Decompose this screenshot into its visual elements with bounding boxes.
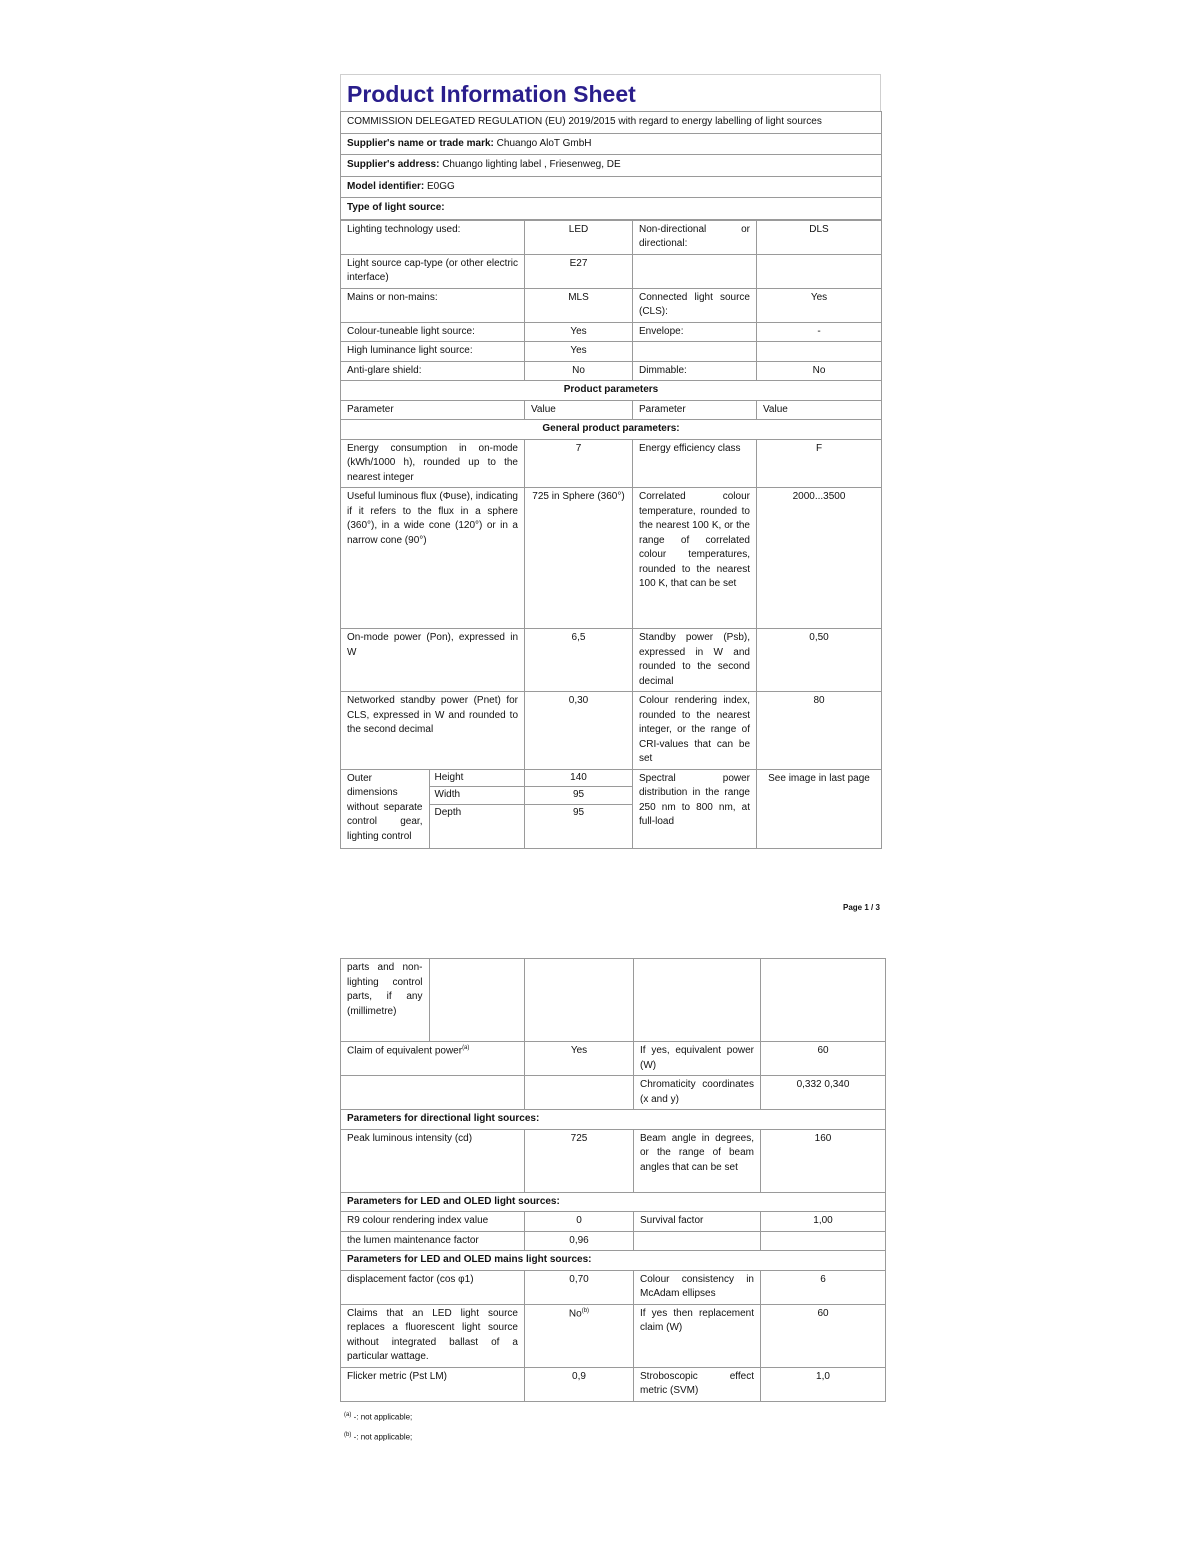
parameter-cell-text: Useful luminous flux (Φuse), indicating if it refers to the flux in a sphere (360°), in a wide cone (120°) or in a narrow cone (90°) [347, 491, 518, 546]
model-label: Model identifier: [347, 180, 425, 192]
footnote-b-mark: (b) [344, 1432, 352, 1438]
value-cell-text: F [815, 442, 823, 454]
depth-value: 95 [572, 806, 585, 818]
parameter-cell-text: Chromaticity coordinates (x and y) [640, 1079, 754, 1105]
parameter-cell [341, 629, 525, 692]
parameter-cell [341, 1042, 525, 1076]
value-cell [757, 322, 882, 342]
value-cell-text: 6 [820, 1273, 826, 1285]
value-cell [761, 1231, 886, 1251]
value-cell-text: Yes [570, 1045, 588, 1056]
parameter-cell-text: Claims that an LED light source replaces a fluorescent light source without integrated ballast of a particular wattage. [347, 1307, 518, 1362]
parameter-cell [633, 288, 757, 322]
parameter-cell-text: Stroboscopic effect metric (SVM) [640, 1370, 754, 1396]
parameter-cell [341, 1304, 525, 1367]
parameter-cell-text: Flicker metric (Pst LM) [347, 1370, 447, 1382]
value-cell-text: 1,00 [813, 1215, 833, 1226]
col-value-1: Value [525, 400, 633, 420]
value-cell-text: 0,50 [809, 632, 829, 643]
footnote-b [344, 1432, 412, 1442]
value-cell [761, 1076, 886, 1110]
page-2 [340, 958, 885, 1402]
value-cell [761, 1212, 886, 1232]
type-heading: Type of light source: [341, 198, 882, 220]
value-cell-text: Yes [570, 325, 587, 337]
value-cell-text: 80 [813, 695, 825, 706]
table-row [341, 1367, 886, 1401]
value-cell [525, 254, 633, 288]
value-cell-text: 2000...3500 [792, 491, 846, 502]
product-parameters-heading: Product parameters [341, 381, 882, 401]
value-cell-text: 725 [570, 1132, 588, 1144]
table-row [341, 629, 882, 692]
parameter-cell [633, 342, 757, 362]
value-cell [525, 220, 633, 254]
value-cell [757, 488, 882, 629]
value-cell [761, 1270, 886, 1304]
regulation-text: COMMISSION DELEGATED REGULATION (EU) 2019/2015 with regard to energy labelling of light sources [341, 112, 882, 134]
value-cell [757, 254, 882, 288]
value-cell [525, 1212, 634, 1232]
model-row [341, 176, 882, 198]
value-cell [757, 220, 882, 254]
parameter-cell-text: Energy consumption in on-mode (kWh/1000 h), rounded up to the nearest integer [347, 442, 518, 483]
supplier-address-label: Supplier's address: [347, 159, 440, 170]
parameter-cell-text: Envelope: [639, 325, 684, 337]
parameter-cell [341, 692, 525, 770]
value-cell [761, 1367, 886, 1401]
parameter-cell-text: Beam angle in degrees, or the range of beam angles that can be set [640, 1132, 754, 1173]
parameter-cell-text: If yes, equivalent power (W) [640, 1045, 754, 1071]
parameter-cell [341, 488, 525, 629]
value-cell-text: No [572, 364, 585, 376]
parameter-cell [634, 1042, 761, 1076]
table-row [341, 342, 882, 362]
col-value-2: Value [757, 400, 882, 420]
footnote-a-mark: (a) [344, 1412, 352, 1418]
parameter-cell [633, 220, 757, 254]
parameter-cell [341, 1367, 525, 1401]
dimensions-continued-cell [341, 959, 525, 1042]
value-cell [761, 1129, 886, 1192]
value-cell [757, 692, 882, 770]
value-cell-text: LED [568, 223, 589, 235]
parameter-cell-text: displacement factor (cos φ1) [347, 1273, 474, 1285]
value-cell-text: DLS [809, 223, 829, 235]
table-row [341, 1129, 886, 1192]
parameter-cell-text: Claim of equivalent power [347, 1045, 463, 1057]
value-cell [525, 488, 633, 629]
parameter-cell [341, 254, 525, 288]
dimensions-values [525, 769, 633, 848]
value-cell-text: Yes [570, 345, 587, 356]
parameter-cell [634, 1212, 761, 1232]
parameter-cell-text: Light source cap-type (or other electric interface) [347, 257, 518, 283]
height-value: 140 [525, 770, 632, 788]
parameter-cell-text: Connected light source (CLS): [639, 291, 750, 317]
parameter-cell [341, 1212, 525, 1232]
parameter-cell [341, 288, 525, 322]
parameter-cell [341, 1270, 525, 1304]
value-cell [525, 1231, 634, 1251]
value-cell [525, 1270, 634, 1304]
value-cell-text: Yes [810, 291, 828, 303]
value-cell-text: 725 in Sphere (360°) [532, 491, 625, 502]
supplier-name-row [341, 133, 882, 155]
width-value: 95 [525, 787, 632, 805]
value-cell [757, 629, 882, 692]
spd-label: Spectral power distribution in the range 250 nm to 800 nm, at full-load [633, 769, 757, 848]
parameter-cell-text: If yes then replacement claim (W) [640, 1307, 754, 1333]
value-cell [525, 342, 633, 362]
parameter-cell [633, 439, 757, 488]
table-row [341, 1042, 886, 1076]
table-row [341, 1076, 886, 1110]
value-cell [757, 361, 882, 381]
spd-value: See image in last page [757, 769, 882, 848]
parameter-cell-text: R9 colour rendering index value [347, 1215, 489, 1226]
parameter-cell-text: Dimmable: [639, 364, 687, 376]
general-heading: General product parameters: [341, 420, 882, 440]
dimensions-continued-row [341, 959, 886, 1042]
value-cell-text: 0,30 [568, 695, 589, 706]
dimensions-label: Outer dimensions without separate control gear, lighting control [341, 770, 429, 848]
led-heading: Parameters for LED and OLED light sources: [341, 1192, 886, 1212]
value-cell-text: No [812, 364, 826, 376]
parameter-cell-text: High luminance light source: [347, 345, 473, 356]
value-cell [525, 1129, 634, 1192]
dimensions-row [341, 769, 882, 848]
model-value: E0GG [427, 180, 455, 192]
value-cell-text: 60 [817, 1045, 829, 1056]
parameter-cell-text: Survival factor [640, 1215, 704, 1226]
value-cell [761, 1304, 886, 1367]
table-row [341, 1270, 886, 1304]
parameter-cell [341, 1076, 525, 1110]
parameter-cell [341, 1129, 525, 1192]
parameter-cell-text: the lumen maintenance factor [347, 1234, 479, 1246]
value-cell [525, 439, 633, 488]
parameter-cell [634, 1076, 761, 1110]
parameter-cell [341, 439, 525, 488]
table-row [341, 488, 882, 629]
parameter-cell [634, 1129, 761, 1192]
value-cell [757, 288, 882, 322]
parameter-cell-text: Networked standby power (Pnet) for CLS, expressed in W and rounded to the second decimal [347, 695, 518, 735]
parameter-cell [634, 1304, 761, 1367]
parameter-cell-text: Colour consistency in McAdam ellipses [640, 1273, 754, 1299]
page-1 [340, 74, 881, 849]
type-table [340, 220, 882, 849]
parameter-cell-text: Energy efficiency class [639, 442, 741, 454]
parameter-cell-text: Peak luminous intensity (cd) [347, 1132, 473, 1144]
col-parameter-1: Parameter [341, 400, 525, 420]
value-cell-text: 6,5 [571, 632, 586, 643]
depth-label: Depth [434, 806, 462, 818]
parameter-cell-text: Non-directional or directional: [639, 223, 750, 249]
footnote-b-text: -: not applicable; [353, 1432, 413, 1442]
value-cell-text: 0,332 0,340 [796, 1079, 850, 1090]
page2-table [340, 958, 886, 1402]
height-label: Height [430, 770, 526, 788]
table-row [341, 220, 882, 254]
parameter-cell [634, 1367, 761, 1401]
value-cell [525, 1042, 634, 1076]
value-cell [525, 1304, 634, 1367]
parameter-cell-text: Standby power (Psb), expressed in W and rounded to the second decimal [639, 632, 750, 687]
directional-heading: Parameters for directional light sources: [341, 1110, 886, 1130]
parameter-cell [633, 361, 757, 381]
table-row [341, 1231, 886, 1251]
value-cell [525, 322, 633, 342]
parameter-cell [633, 692, 757, 770]
parameter-cell [634, 1231, 761, 1251]
parameter-cell-text: Anti-glare shield: [347, 364, 422, 376]
value-cell-text: 60 [817, 1307, 829, 1319]
table-row [341, 692, 882, 770]
value-cell [757, 342, 882, 362]
parameter-cell-text: On-mode power (Pon), expressed in W [347, 632, 518, 658]
parameter-cell [633, 254, 757, 288]
table-row [341, 254, 882, 288]
parameter-cell-text: Lighting technology used: [347, 223, 461, 235]
value-cell [757, 439, 882, 488]
page-number: Page 1 / 3 [843, 903, 880, 912]
dimensions-cell [341, 769, 525, 848]
table-row [341, 1304, 886, 1367]
parameter-cell-text: Colour-tuneable light source: [347, 325, 475, 337]
parameter-cell [341, 342, 525, 362]
value-cell-text: - [817, 325, 821, 337]
value-cell-text: 7 [575, 442, 582, 454]
table-row [341, 1212, 886, 1232]
info-table [340, 111, 882, 220]
mains-heading: Parameters for LED and OLED mains light sources: [341, 1251, 886, 1271]
value-cell-text: E27 [569, 257, 588, 269]
table-row [341, 288, 882, 322]
parameter-cell-text: Colour rendering index, rounded to the nearest integer, or the range of CRI-values that can be set [639, 695, 750, 764]
page-title: Product Information Sheet [340, 74, 881, 111]
footnote-ref: (b) [581, 1307, 590, 1314]
supplier-name-label: Supplier's name or trade mark: [347, 137, 494, 149]
value-cell [525, 361, 633, 381]
value-cell-text: 0,9 [572, 1370, 586, 1382]
parameter-cell [341, 322, 525, 342]
table-row [341, 361, 882, 381]
width-label: Width [430, 787, 526, 805]
value-cell-text: 0 [576, 1215, 582, 1226]
parameter-cell [341, 1231, 525, 1251]
parameter-cell [341, 361, 525, 381]
parameter-cell-text: Mains or non-mains: [347, 291, 438, 303]
value-cell-text: MLS [568, 291, 589, 303]
value-cell-text: No [568, 1307, 582, 1319]
supplier-address-value: Chuango lighting label , Friesenweg, DE [442, 159, 621, 170]
dimensions-label-continued: parts and non-lighting control parts, if any (millimetre) [341, 959, 429, 1041]
value-cell [525, 288, 633, 322]
footnote-ref: (a) [462, 1045, 470, 1051]
supplier-name-value: Chuango AloT GmbH [496, 137, 592, 149]
value-cell-text: 0,70 [569, 1273, 589, 1285]
footnote-a [344, 1412, 412, 1422]
value-cell [525, 1367, 634, 1401]
parameter-cell-text: Correlated colour temperature, rounded to the nearest 100 K, or the range of correlated colour temperatures, rounded to the nearest 100 K, that can be set [639, 491, 750, 589]
value-cell [525, 692, 633, 770]
parameter-cell [633, 322, 757, 342]
table-row [341, 439, 882, 488]
parameter-cell [634, 1270, 761, 1304]
parameter-cell [633, 488, 757, 629]
value-cell [525, 629, 633, 692]
value-cell-text: 1,0 [816, 1370, 830, 1382]
supplier-address-row [341, 155, 882, 177]
col-parameter-2: Parameter [633, 400, 757, 420]
value-cell [761, 1042, 886, 1076]
table-row [341, 322, 882, 342]
value-cell-text: 160 [814, 1132, 832, 1144]
parameter-cell [633, 629, 757, 692]
value-cell-text: 0,96 [569, 1234, 589, 1246]
footnote-a-text: -: not applicable; [353, 1412, 413, 1422]
parameter-cell [341, 220, 525, 254]
value-cell [525, 1076, 634, 1110]
